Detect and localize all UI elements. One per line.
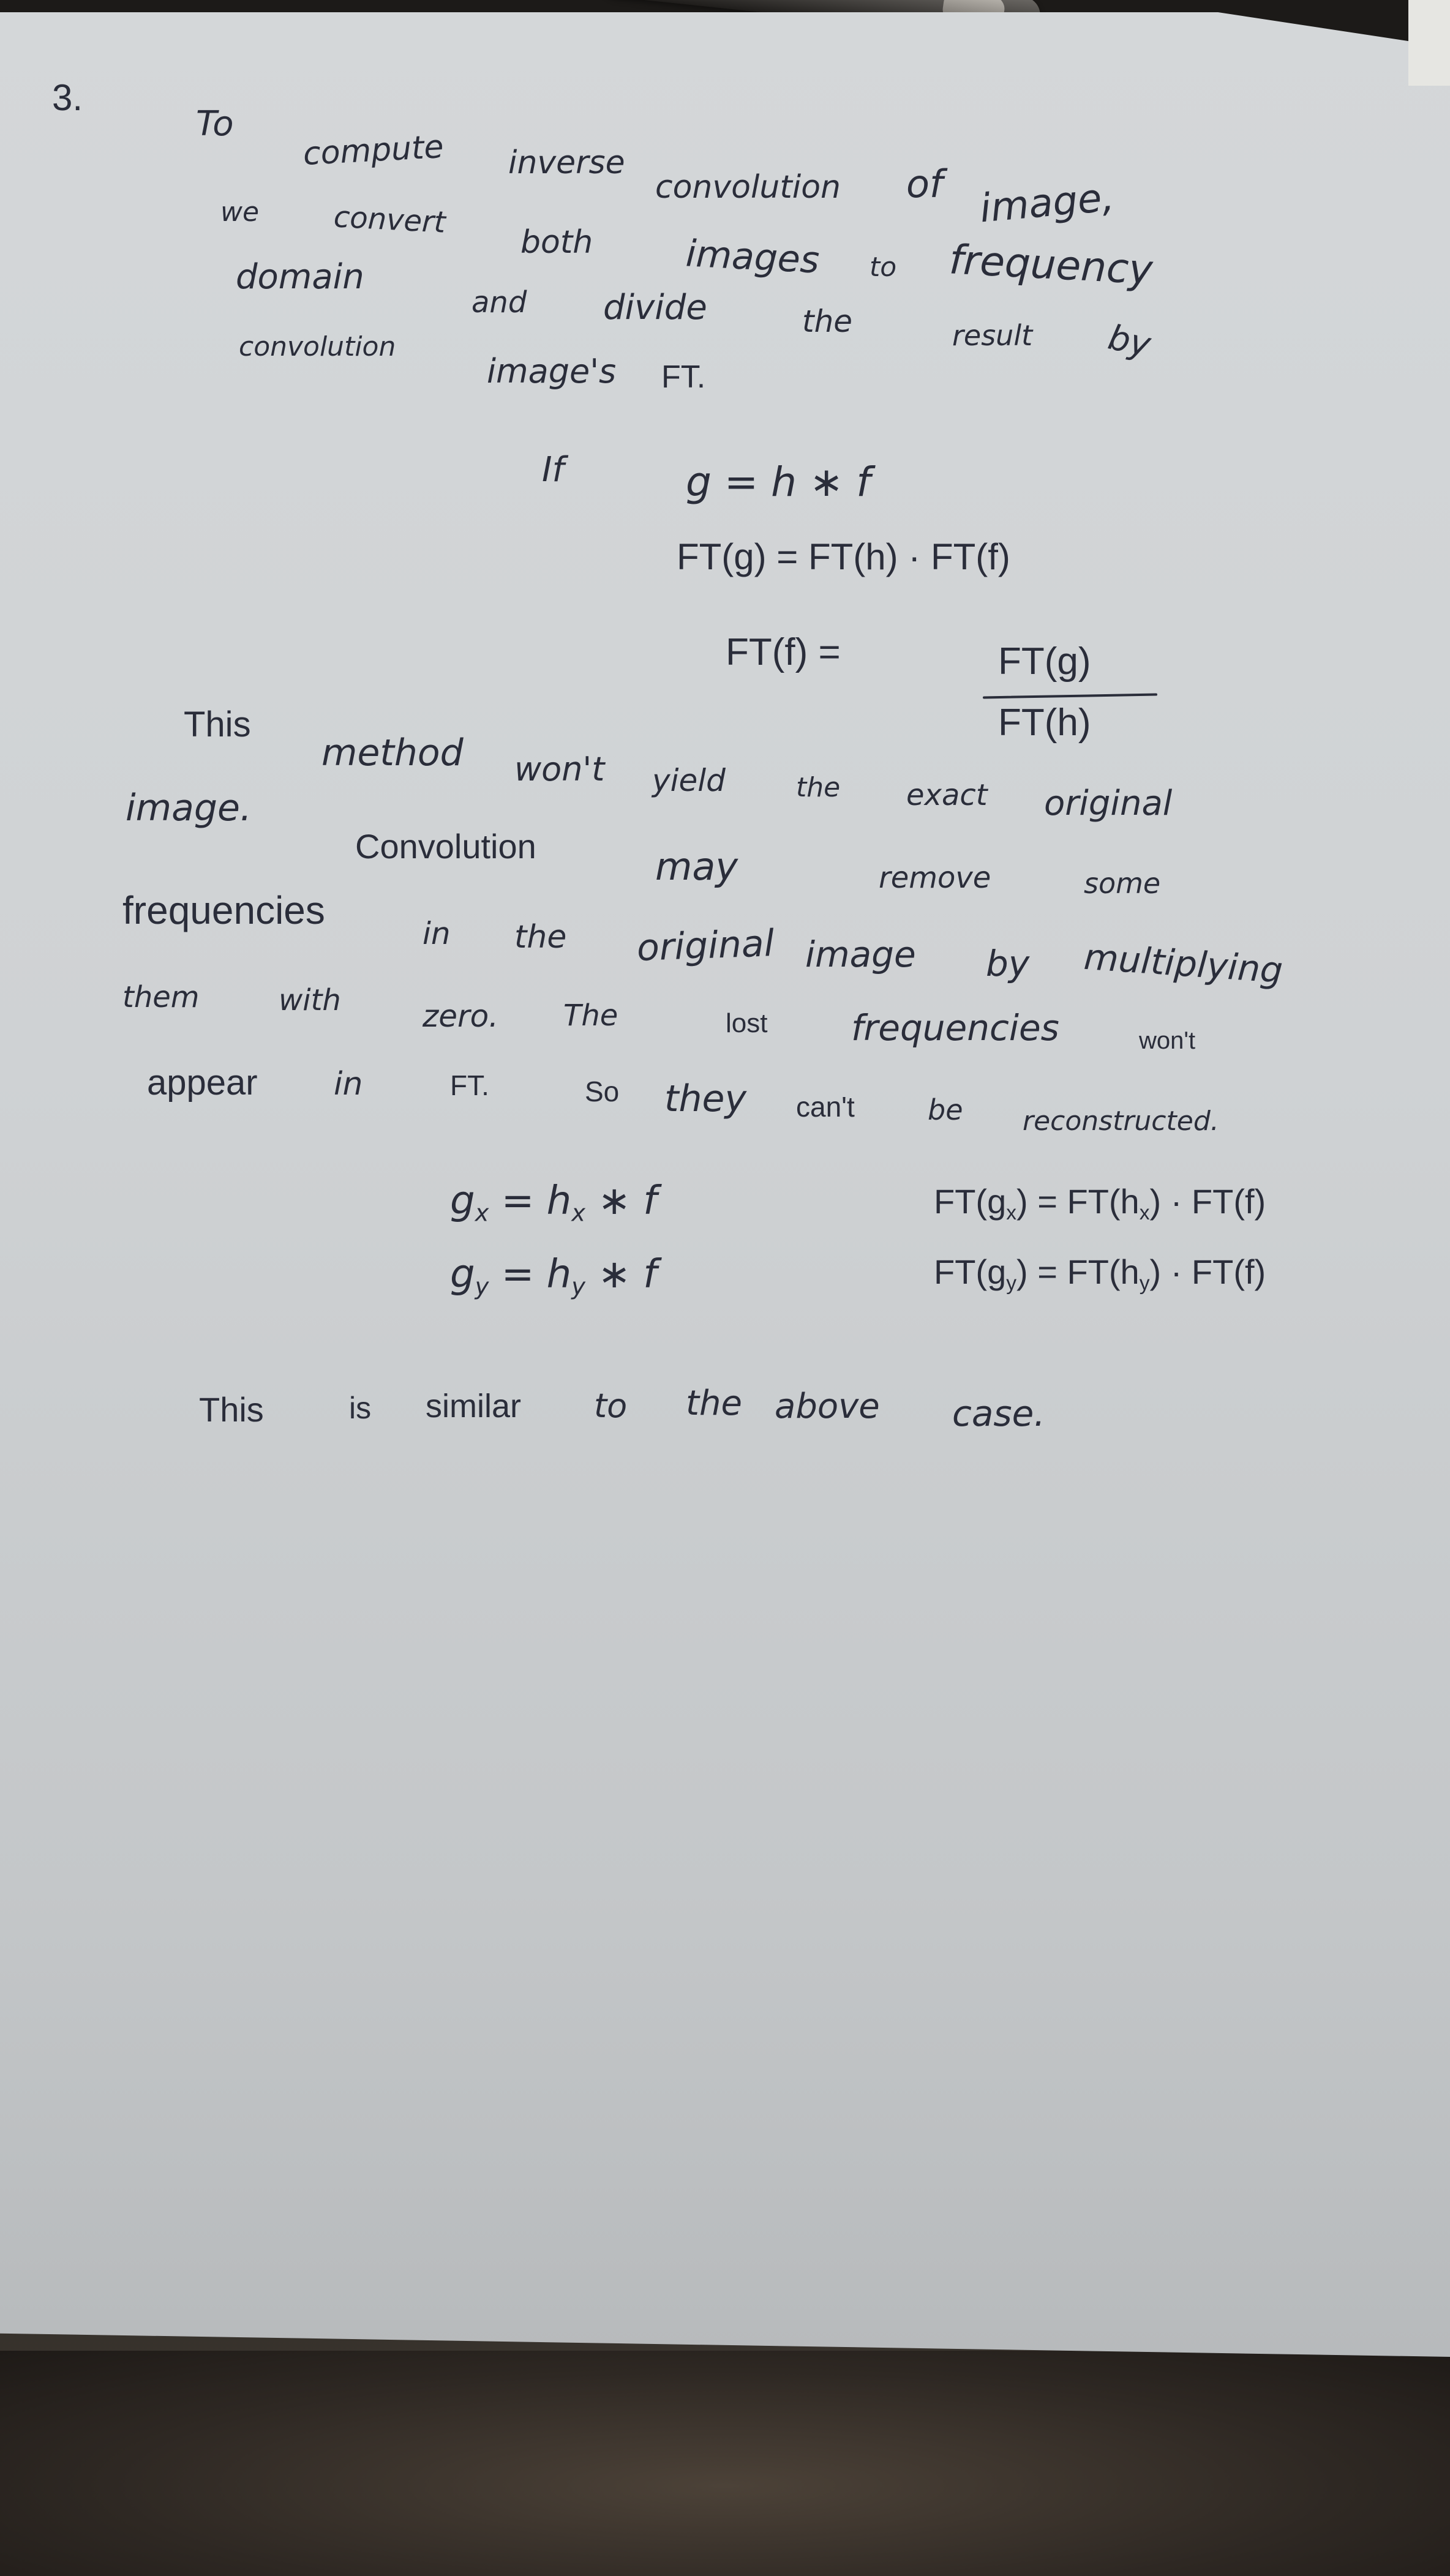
gy-sub: y [475,1273,489,1301]
p2-l1-w4: the [796,772,841,803]
eq-ft-f-denominator: FT(h) [998,702,1091,744]
p1-l4-w0: convolution [239,331,396,362]
p2-l5-w5: can't [796,1091,855,1123]
p2-l5-w1: in [334,1066,363,1103]
p2-l1-w0: This [184,705,251,744]
p2-l5-w7: reconstructed. [1023,1106,1219,1137]
p1-l1-w1: compute [302,129,445,173]
p2-l5-w3: So [585,1076,620,1107]
gx-rhs-h: = h [501,1178,572,1224]
p1-l2-w4: to [870,252,897,283]
p1-l1-w2: inverse [508,144,625,181]
paper-corner [1408,0,1450,86]
p2-l5-w0: appear [147,1063,258,1103]
gx-rhs-hsub: x [571,1199,585,1227]
ftx-a-sub: x [1006,1202,1017,1225]
ftx-a: FT(g [934,1182,1007,1221]
conclusion-w3: to [594,1387,628,1425]
p1-l3-w1: and [471,285,527,320]
p1-l3-w4: result [952,319,1033,352]
p1-l2-w3: images [685,232,821,282]
p1-l3-w3: the [802,304,853,339]
p2-l3-w0: frequencies [122,888,325,932]
fty-a-sub: y [1006,1272,1017,1295]
p1-l4-w1: image's [487,352,617,391]
p2-l1-w6: original [1044,784,1173,823]
gy-rhs-h: = h [501,1252,572,1297]
p1-l4-w2: FT. [661,359,706,395]
eq-ft-f-lhs: FT(f) = [726,631,841,673]
p2-l2-w0: image. [126,787,252,829]
conclusion-w1: is [349,1391,372,1425]
p2-l1-w3: yield [652,763,726,798]
eq-gy [450,1252,657,1301]
p2-l4-w6: won't [1139,1027,1196,1054]
p1-l1-w3: convolution [655,169,841,206]
p2-l1-w5: exact [906,778,988,812]
ftx-c: ) · FT(f) [1149,1182,1266,1221]
floor-background [0,2351,1450,2576]
eq-gx [450,1178,657,1227]
p2-l3-w5: by [986,943,1030,984]
gy-rhs-f: ∗ f [598,1252,657,1297]
p2-l5-w2: FT. [450,1069,489,1101]
p2-l2-w4: some [1084,867,1161,900]
conclusion-w0: This [199,1390,264,1429]
p1-l2-w1: convert [332,200,447,240]
ftx-b: ) = FT(h [1016,1182,1140,1221]
p1-l1-w5: image, [978,174,1116,232]
p1-l3-w5: by [1105,317,1154,365]
p2-l4-w3: The [563,998,618,1033]
p1-l2-w5: frequency [948,236,1154,294]
p2-l2-w1: Convolution [355,827,536,866]
fty-c: ) · FT(f) [1149,1252,1266,1291]
eq-ft-gx [934,1182,1266,1225]
eq-ft-gy [934,1252,1266,1295]
gx-sub: x [475,1199,489,1227]
p1-l3-w0: domain [236,257,364,297]
p1-l1-w4: of [906,162,943,206]
if-label: If [542,450,565,490]
question-number: 3. [52,77,83,118]
p2-l4-w0: them [122,980,200,1014]
p2-l3-w4: image [805,934,916,975]
eq-ft-f-numerator: FT(g) [998,640,1091,683]
ftx-b-sub: x [1139,1202,1150,1225]
fty-b-sub: y [1139,1272,1150,1295]
gx-rhs-f: ∗ f [598,1178,657,1224]
gy-rhs-hsub: y [571,1273,585,1301]
p1-l1-w0: To [196,104,234,144]
conclusion-w6: case. [952,1393,1045,1434]
p2-l2-w2: may [655,844,738,889]
p2-l2-w3: remove [879,861,991,895]
p2-l3-w3: original [636,922,775,970]
eq-ft-product: FT(g) = FT(h) · FT(f) [677,536,1010,577]
p2-l4-w4: lost [726,1008,768,1038]
p2-l4-w5: frequencies [851,1007,1059,1049]
p1-l3-w2: divide [603,288,707,328]
p2-l3-w1: in [423,916,451,951]
eq-g-equals-h-conv-f: g = h ∗ f [686,459,871,506]
conclusion-w5: above [775,1387,880,1426]
fty-a: FT(g [934,1252,1007,1291]
fty-b: ) = FT(h [1016,1252,1140,1291]
conclusion-w4: the [686,1383,742,1423]
p2-l4-w1: with [279,983,341,1017]
p1-l2-w2: both [520,224,593,261]
gx-lhs: g [450,1178,475,1224]
gy-lhs: g [450,1252,475,1297]
p2-l5-w4: they [664,1077,746,1120]
p2-l3-w6: multiplying [1083,935,1285,992]
p2-l1-w1: method [321,732,464,774]
p1-l2-w0: we [220,197,260,228]
p2-l5-w6: be [928,1093,963,1126]
p2-l4-w2: zero. [423,998,499,1034]
p2-l1-w2: won't [514,750,605,788]
conclusion-w2: similar [426,1388,521,1425]
p2-l3-w2: the [514,919,567,956]
